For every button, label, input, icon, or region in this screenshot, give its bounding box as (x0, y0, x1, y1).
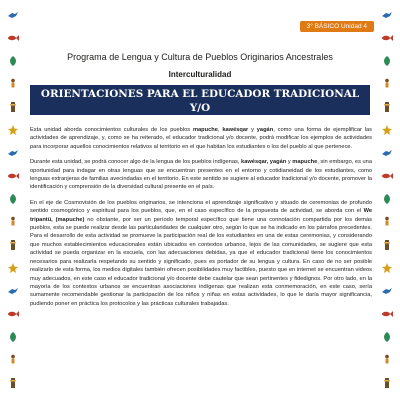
pueblo-name: mapuche (192, 127, 218, 133)
leaf-icon (381, 330, 393, 342)
banner-line-1: ORIENTACIONES PARA EL EDUCADOR TRADICIONAL Y/O (40, 88, 360, 114)
text: , (217, 127, 223, 133)
grade-unit-badge: 3° BÁSICO Unidad 4 (300, 21, 374, 32)
paragraph-3 (30, 199, 372, 308)
paragraph-2 (30, 158, 372, 192)
pueblo-name: kawésqar (222, 127, 249, 133)
right-decorative-border (374, 0, 400, 400)
fish-icon (7, 169, 19, 181)
text: no obstante, por ser un período temporal específico que tiene una connotación compartida por los demás pueblos, esta se puede realizar desde las particularidades de cualquier otro, según lo que se ha indicado en los párrafos precedentes. Para el desarrollo de esta actividad se promueve la participación real de los estudiantes en una de estas ceremonias, y considerando que muchos establecimientos educacionales están ubicados en contextos urbanos, lejos de las comunidades, se sugiere que esta actividad se pueda organizar en la escuela, con las adecuaciones debidas, ya que el educador tradicional tiene los conocimientos necesarios para realizarla respetando su sentido y significado, pues es portador de su lengua y cultura. En caso de no ser posible realizarlo de esta forma, los medios digitales también ofrecen posibilidades muy factibles, puesto que en internet se encuentran videos muy adecuados, en este caso el educador tradicional y/o docente debe cautelar que sean pertinentes y fidedignos. Por otro lado, en la mayoría de los contextos urbanos se encuentran asociaciones indígenas que realizan esta conmemoración, en este caso, sería sumamente recomendable gestionar la participación de los niños y niñas en estas actividades, lo que le daría mayor significancia, pudiendo poner en práctica los protocolos y las prácticas culturales trabajadas. (30, 216, 372, 307)
bird-icon (7, 146, 19, 158)
totem-icon (381, 100, 393, 112)
totem-icon (7, 238, 19, 250)
banner-line-2: DOCENTE (170, 116, 230, 128)
text: y (286, 159, 293, 166)
figure-icon (381, 215, 393, 227)
star-icon (381, 123, 393, 135)
pueblo-name: kawésqar, yagán (241, 159, 287, 166)
text: Durante esta unidad, se podrá conocer algo de la lengua de los pueblos indígenas, (30, 159, 242, 166)
figure-icon (7, 77, 19, 89)
section-banner (30, 85, 370, 128)
text: , como una forma de ejemplificar las actividades de aprendizaje, y, como se ha reiterado, el educador tradicional y/o docente, podrá modificar los ejemplos de actividades para incorporar aquellos conocimientos relativos al territorio en el que habitan los estudiantes o los del pueblo al que pertenece. (30, 127, 372, 150)
subject-title: Interculturalidad (168, 70, 232, 79)
totem-icon (381, 238, 393, 250)
totem-icon (381, 376, 393, 388)
leaf-icon (381, 54, 393, 66)
figure-icon (381, 77, 393, 89)
leaf-icon (7, 54, 19, 66)
left-decorative-border (0, 0, 26, 400)
text: En el eje de Cosmovisión de los pueblos originarios, se intenciona el aprendizaje significativo y situado de ceremonias de profundo sentido cosmogónico y espiritual para los pueblos, que, en el caso específico de la propuesta de actividad, se aborda con el (30, 199, 372, 215)
fish-icon (7, 307, 19, 319)
figure-icon (7, 215, 19, 227)
program-title: Programa de Lengua y Cultura de Pueblos Originarios Ancestrales (67, 52, 333, 62)
star-icon (7, 261, 19, 273)
bird-icon (7, 284, 19, 296)
star-icon (7, 123, 19, 135)
leaf-icon (7, 192, 19, 204)
fish-icon (381, 169, 393, 181)
text: y (248, 127, 257, 133)
figure-icon (7, 353, 19, 365)
bird-icon (381, 284, 393, 296)
fish-icon (381, 307, 393, 319)
text: , sin embargo, es una oportunidad para indagar en otras lenguas que se encuentran presentes en el entorno y cotidianeidad de los estudiantes, como lenguas extranjeras de familias avecindadas en el territorio. En este sentido se sugiere al educador tradicional y/o docente, promover la identificación y comprensión de la diversidad cultural presente en el país. (30, 159, 372, 191)
bird-icon (381, 146, 393, 158)
bird-icon (7, 8, 19, 20)
figure-icon (381, 353, 393, 365)
text: Esta unidad aborda conocimientos culturales de los pueblos (30, 127, 193, 133)
leaf-icon (381, 192, 393, 204)
paragraph-1 (30, 126, 372, 151)
body-text (30, 126, 372, 315)
pueblo-name: yagán (256, 127, 274, 133)
fish-icon (7, 31, 19, 43)
pueblo-name: mapuche (292, 159, 318, 166)
fish-icon (381, 31, 393, 43)
totem-icon (7, 100, 19, 112)
star-icon (381, 261, 393, 273)
leaf-icon (7, 330, 19, 342)
bird-icon (381, 8, 393, 20)
ceremony-name: We tripantü, (mapuche) (30, 208, 372, 223)
totem-icon (7, 376, 19, 388)
